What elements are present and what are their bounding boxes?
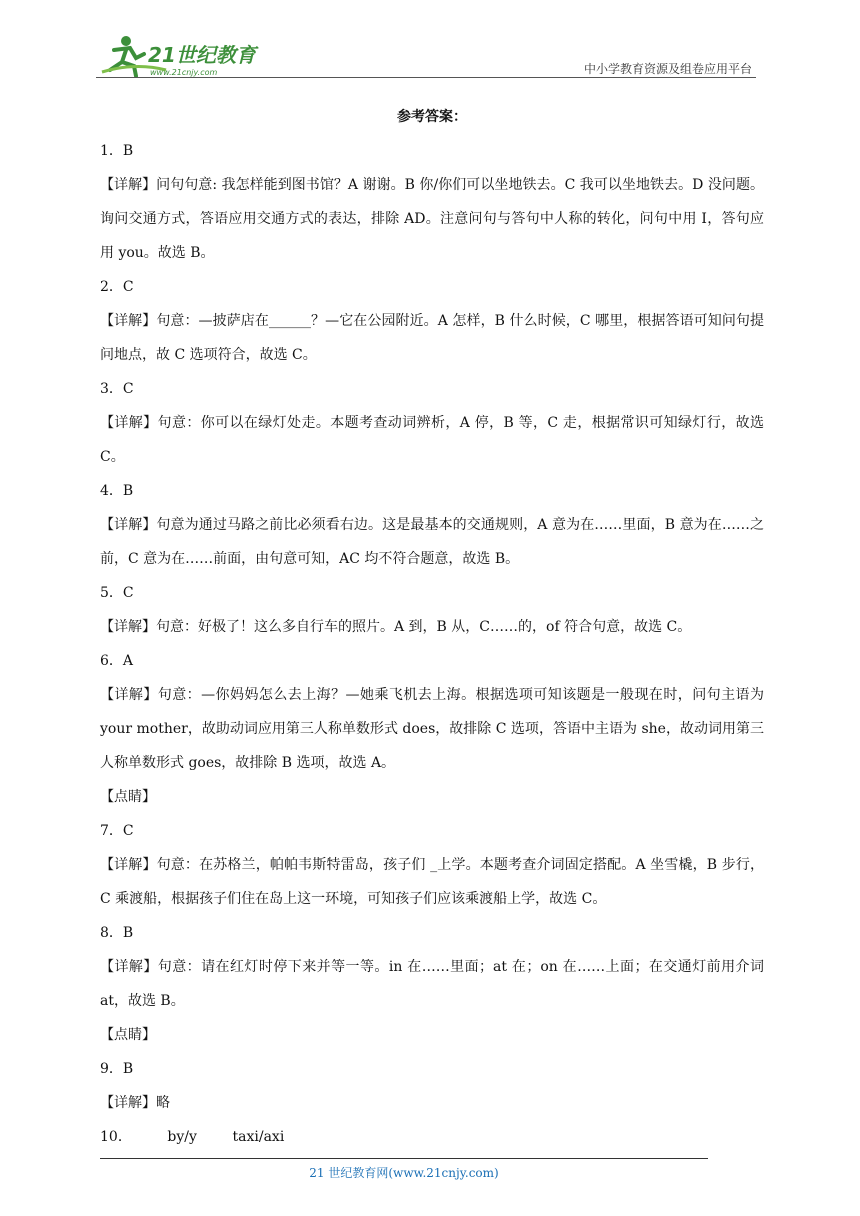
answer-explanation: 【详解】句意为通过马路之前比必须看右边。这是最基本的交通规则，A 意为在……里面，B 意为在……之前，C 意为在……前面，由句意可知，AC 均不符合题意，故选 B。: [100, 517, 764, 567]
answer-number: 4．B: [100, 483, 134, 499]
answer-content: [100, 100, 764, 1154]
answer-number: 1．B: [100, 143, 134, 159]
answer-number: 5．C: [100, 585, 134, 601]
header-divider: [96, 77, 756, 78]
answer-number: 3．C: [100, 381, 134, 397]
footer-site-link[interactable]: 21 世纪教育网(www.21cnjy.com): [309, 1166, 499, 1180]
page-title: 参考答案：: [397, 109, 467, 125]
answer-number: 2．C: [100, 279, 134, 295]
logo-text: 21世纪教育: [148, 43, 256, 67]
answer-number: 9．B: [100, 1061, 134, 1077]
logo-url: www.21cnjy.com: [150, 68, 218, 77]
answer-explanation: 【详解】问句句意: 我怎样能到图书馆？A 谢谢。B 你/你们可以坐地铁去。C 我可以坐地铁去。D 没问题。询问交通方式，答语应用交通方式的表达，排除 AD。注意问句与答句中人称的转化，问句中用 I，答句应用 you。故选 B。: [100, 177, 764, 261]
header-platform-text: 中小学教育资源及组卷应用平台: [583, 62, 752, 76]
logo-runner-icon: [96, 32, 266, 80]
answer-note: 【点睛】: [100, 789, 156, 805]
answer-explanation: 【详解】句意：好极了！这么多自行车的照片。A 到，B 从，C……的，of 符合句意，故选 C。: [100, 619, 692, 635]
answer-explanation: 【详解】略: [100, 1095, 170, 1111]
answer-number: 7．C: [100, 823, 134, 839]
answer-number-10: 10． by/y taxi/axi: [100, 1129, 285, 1145]
answer-number: 6．A: [100, 653, 134, 669]
answer-number: 8．B: [100, 925, 134, 941]
page-header: [96, 32, 756, 80]
answer-explanation: 【详解】句意：—披萨店在______？—它在公园附近。A 怎样，B 什么时候，C 哪里，根据答语可知问句提问地点，故 C 选项符合，故选 C。: [100, 313, 764, 363]
answer-explanation: 【详解】句意：—你妈妈怎么去上海？—她乘飞机去上海。根据选项可知该题是一般现在时，问句主语为 your mother，故助动词应用第三人称单数形式 does，故排除 C 选项，答语中主语为 she，故动词用第三人称单数形式 goes，故排除 B 选项，故选 A。: [100, 687, 764, 771]
answer-note: 【点睛】: [100, 1027, 156, 1043]
footer-divider: [100, 1158, 708, 1159]
answer-explanation: 【详解】句意：请在红灯时停下来并等一等。in 在……里面；at 在；on 在……上面；在交通灯前用介词 at，故选 B。: [100, 959, 764, 1009]
logo: [96, 32, 266, 80]
answer-explanation: 【详解】句意：在苏格兰，帕帕韦斯特雷岛，孩子们 _上学。本题考查介词固定搭配。A 坐雪橇，B 步行， C 乘渡船，根据孩子们住在岛上这一环境，可知孩子们应该乘渡船上学，故选 C。: [100, 857, 764, 907]
answer-explanation: 【详解】句意：你可以在绿灯处走。本题考查动词辨析，A 停，B 等，C 走，根据常识可知绿灯行，故选 C。: [100, 415, 764, 465]
